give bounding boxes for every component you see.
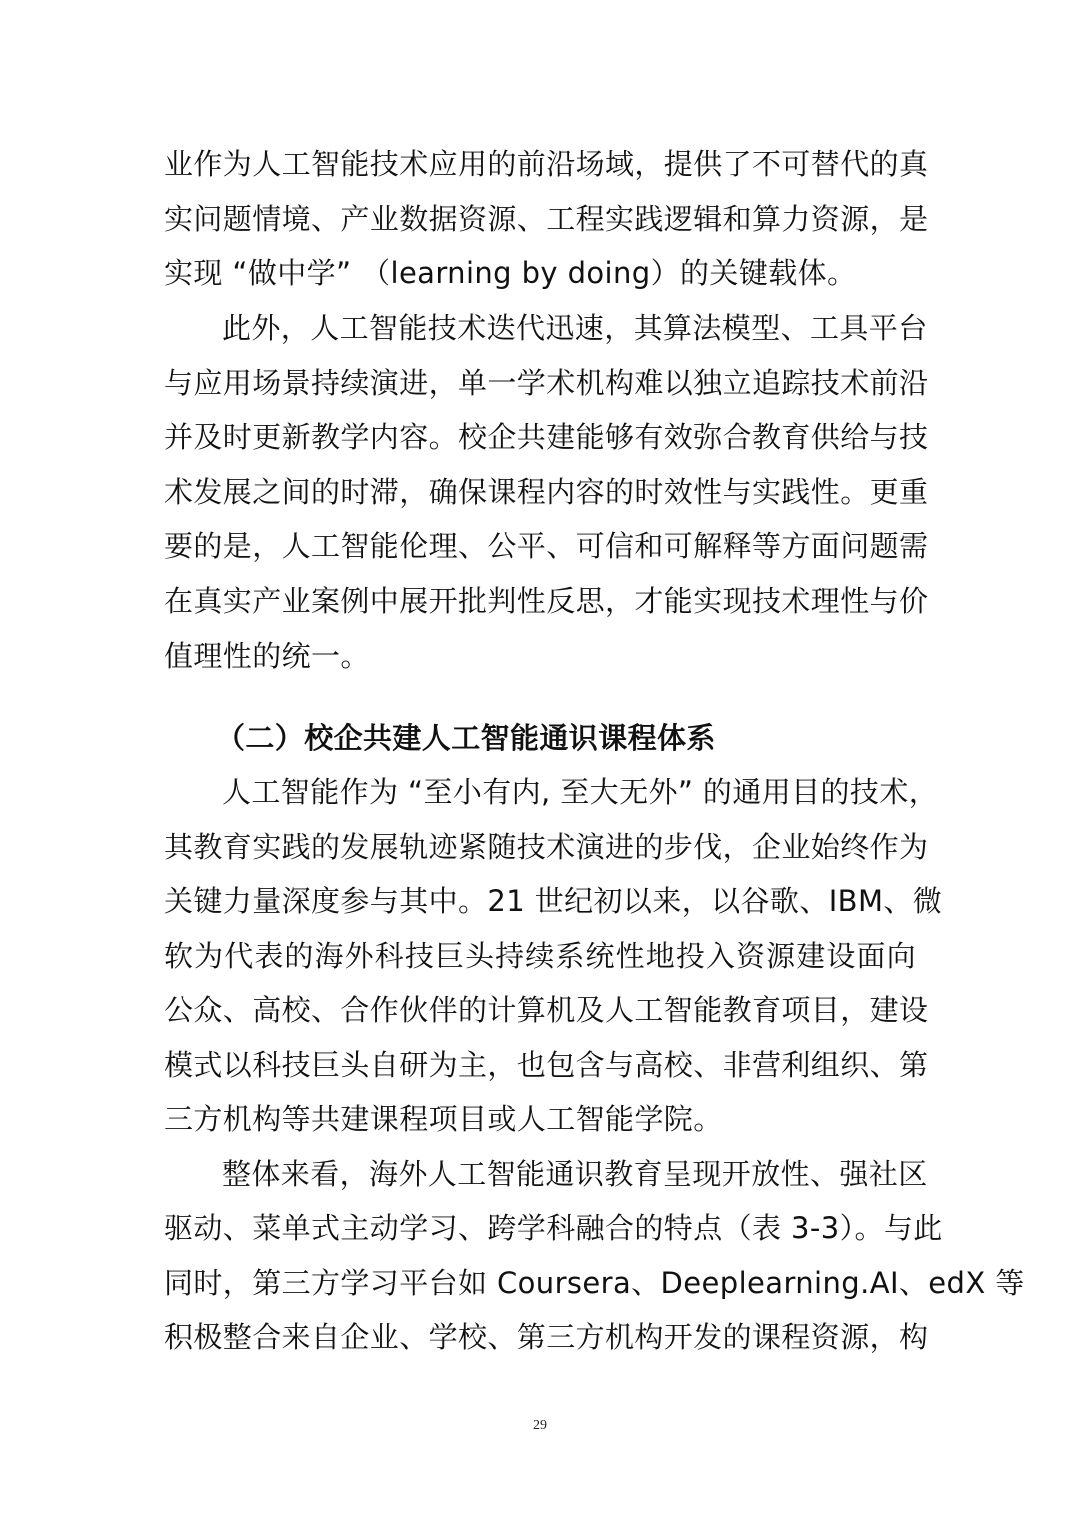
paragraph-2-line-2: 与应用场景持续演进，单一学术机构难以独立追踪技术前沿 xyxy=(164,366,929,400)
paragraph-2-line-1: 此外，人工智能技术迭代迅速，其算法模型、工具平台 xyxy=(222,311,928,345)
paragraph-1-line-2: 实问题情境、产业数据资源、工程实践逻辑和算力资源，是 xyxy=(164,202,929,236)
paragraph-1-line-1: 业作为人工智能技术应用的前沿场域，提供了不可替代的真 xyxy=(164,147,929,181)
paragraph-2-line-6: 在真实产业案例中展开批判性反思，才能实现技术理性与价 xyxy=(164,584,929,618)
paragraph-3-line-7: 三方机构等共建课程项目或人工智能学院。 xyxy=(164,1102,723,1136)
paragraph-4-line-3: 同时，第三方学习平台如 Coursera、Deeplearning.AI、edX 等 xyxy=(164,1266,1025,1300)
paragraph-2-line-4: 术发展之间的时滞，确保课程内容的时效性与实践性。更重 xyxy=(164,475,929,509)
paragraph-3-line-5: 公众、高校、合作伙伴的计算机及人工智能教育项目，建设 xyxy=(164,993,929,1027)
paragraph-2-line-5: 要的是，人工智能伦理、公平、可信和可解释等方面问题需 xyxy=(164,529,929,563)
paragraph-3-line-2: 其教育实践的发展轨迹紧随技术演进的步伐，企业始终作为 xyxy=(164,830,929,864)
paragraph-2-line-3: 并及时更新教学内容。校企共建能够有效弥合教育供给与技 xyxy=(164,420,929,454)
paragraph-3-line-6: 模式以科技巨头自研为主，也包含与高校、非营利组织、第 xyxy=(164,1048,929,1082)
paragraph-4-line-1: 整体来看，海外人工智能通识教育呈现开放性、强社区 xyxy=(222,1157,928,1191)
paragraph-2-line-7: 值理性的统一。 xyxy=(164,639,370,673)
paragraph-4-line-4: 积极整合来自企业、学校、第三方机构开发的课程资源，构 xyxy=(164,1320,929,1354)
paragraph-3-line-4: 软为代表的海外科技巨头持续系统性地投入资源建设面向 xyxy=(164,939,916,973)
section-heading: （二）校企共建人工智能通识课程体系 xyxy=(216,721,716,755)
paragraph-1-line-3: 实现 “做中学” （learning by doing）的关键载体。 xyxy=(164,256,857,290)
page-number: 29 xyxy=(533,1418,547,1433)
paragraph-4-line-2: 驱动、菜单式主动学习、跨学科融合的特点（表 3-3）。与此 xyxy=(164,1211,943,1245)
paragraph-3-line-1: 人工智能作为 “至小有内, 至大无外” 的通用目的技术， xyxy=(222,775,939,809)
paragraph-3-line-3: 关键力量深度参与其中。21 世纪初以来，以谷歌、IBM、微 xyxy=(164,884,943,918)
